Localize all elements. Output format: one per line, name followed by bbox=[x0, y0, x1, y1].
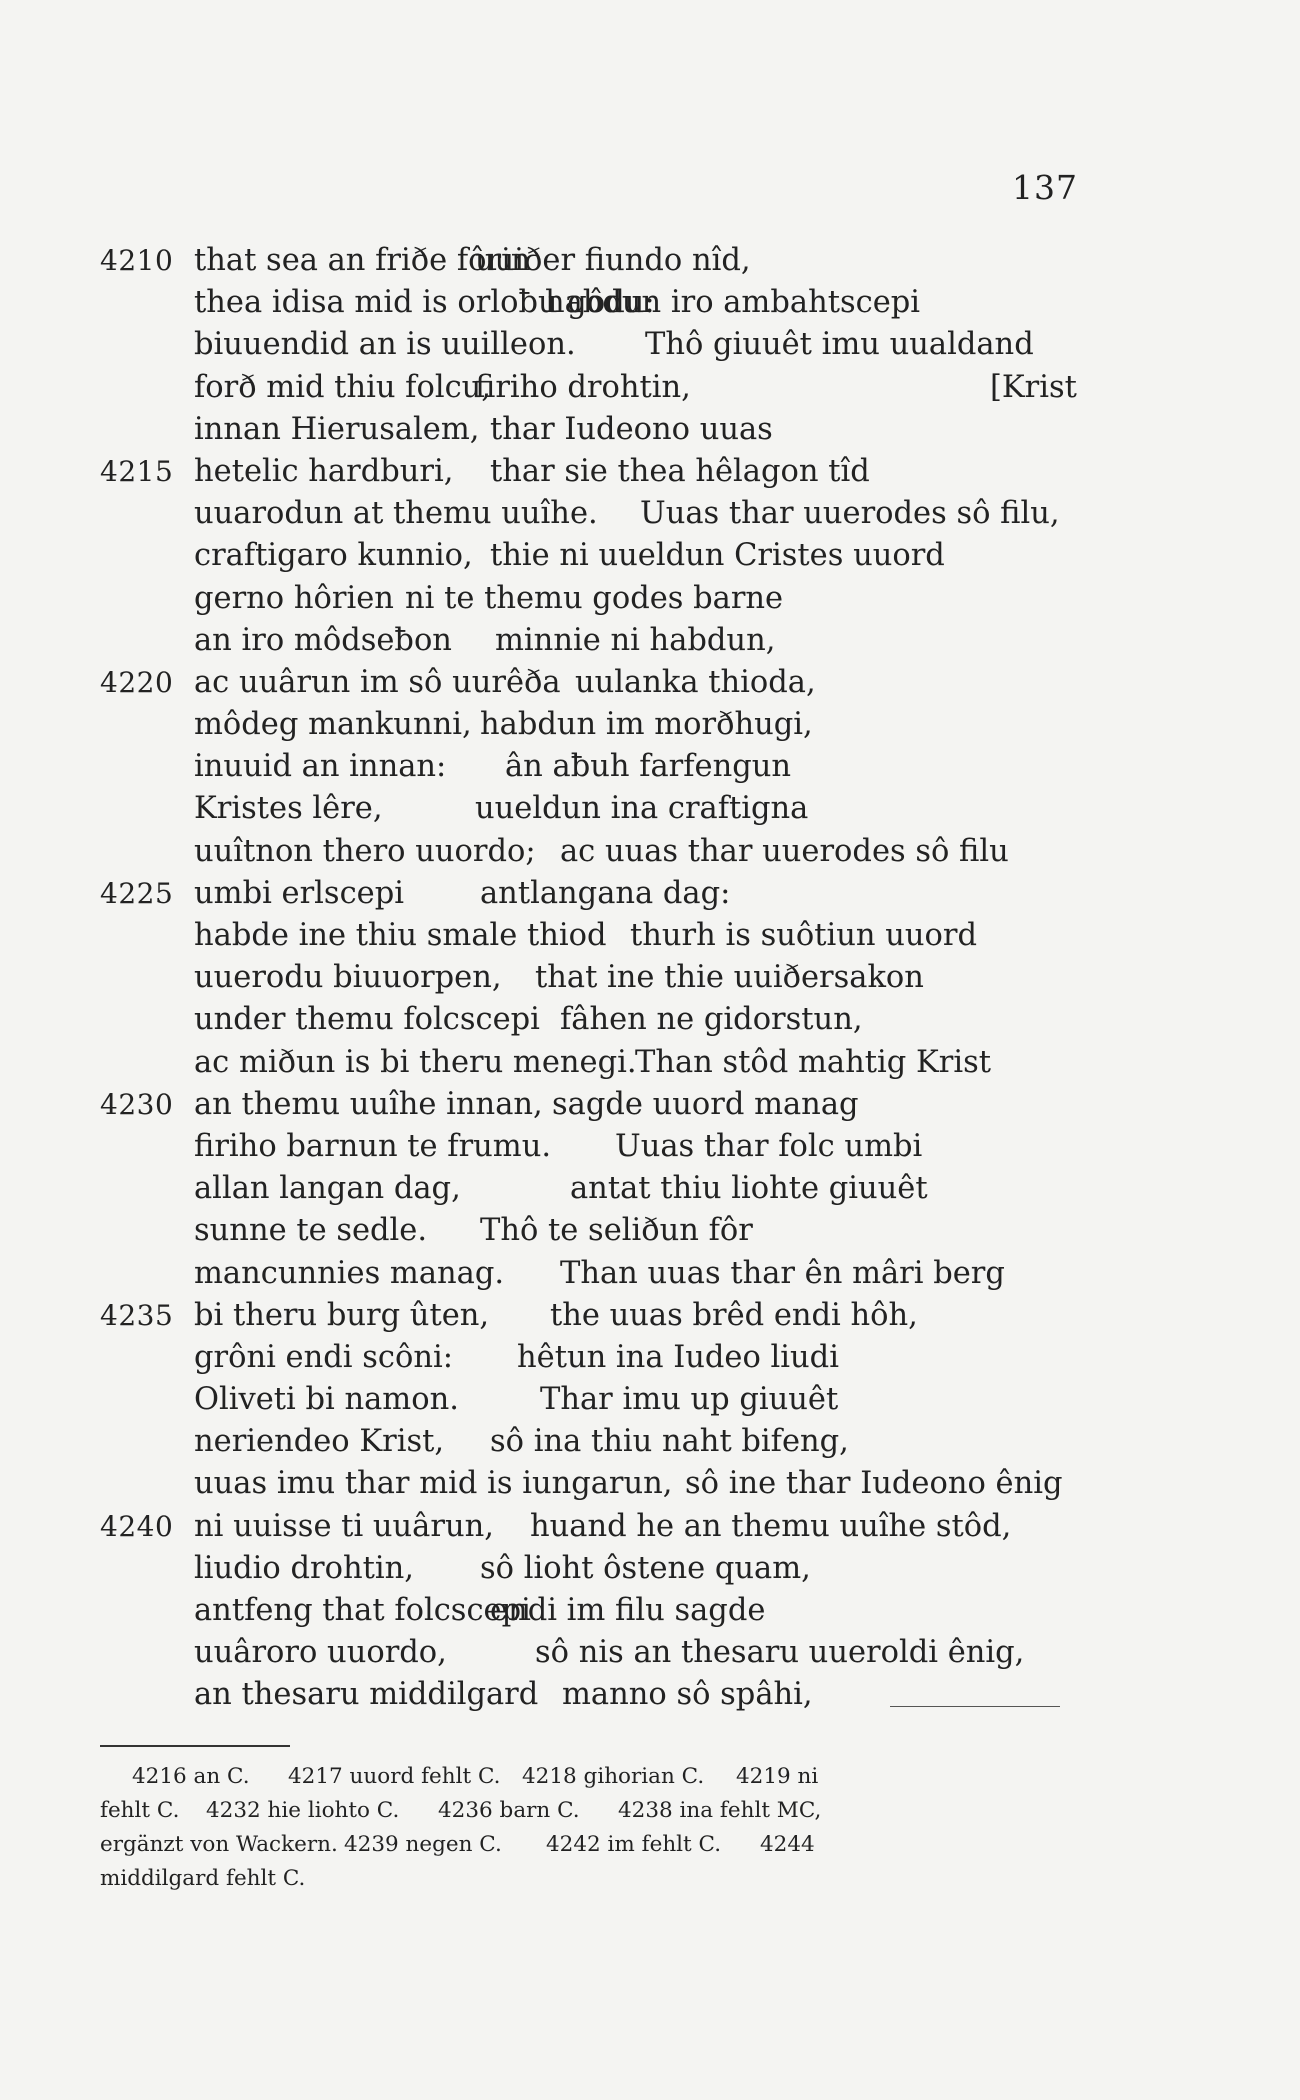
first-half-line: innan Hierusalem, bbox=[194, 411, 480, 447]
verse-line bbox=[100, 1042, 1100, 1084]
verse-line bbox=[100, 282, 1100, 324]
first-half-line: bi theru burg ûten, bbox=[194, 1297, 490, 1333]
first-half-line: inuuid an innan: bbox=[194, 749, 447, 785]
second-half-line: habdun im morðhugi, bbox=[480, 707, 813, 743]
footnotes bbox=[100, 1760, 1100, 1896]
first-half-line: hetelic hardburi, bbox=[194, 453, 454, 489]
footnote: 4216 an C. bbox=[132, 1764, 250, 1789]
second-half-line: sô lioht ôstene quam, bbox=[480, 1550, 811, 1586]
line-number: 4220 bbox=[100, 665, 174, 699]
line-number: 4240 bbox=[100, 1509, 174, 1543]
second-half-line: uuiðer fiundo nîd, bbox=[475, 243, 751, 278]
first-half-line: gerno hôrien bbox=[194, 580, 394, 616]
line-number: 4235 bbox=[100, 1298, 174, 1332]
second-half-line: Than uuas thar ên mâri berg bbox=[560, 1255, 1005, 1291]
verse-line bbox=[100, 1210, 1100, 1252]
verse-block bbox=[100, 240, 1100, 1717]
verse-line bbox=[100, 1126, 1100, 1168]
second-half-line: Thô te seliðun fôr bbox=[480, 1213, 753, 1249]
verse-line bbox=[100, 999, 1100, 1041]
first-half-line: that sea an friðe fôrin bbox=[194, 243, 531, 278]
footnote: 4242 im fehlt C. bbox=[546, 1832, 722, 1857]
verse-line bbox=[100, 704, 1100, 746]
first-half-line: thea idisa mid is orloƀu gôdu: bbox=[194, 285, 655, 321]
footnote: 4218 gihorian C. bbox=[522, 1764, 705, 1789]
verse-line bbox=[100, 1674, 1100, 1716]
first-half-line: uuerodu biuuorpen, bbox=[194, 960, 502, 996]
verse-line bbox=[100, 1337, 1100, 1379]
second-half-line: sô nis an thesaru uueroldi ênig, bbox=[535, 1635, 1025, 1671]
footnote-line bbox=[100, 1862, 1100, 1896]
footnote: 4217 uuord fehlt C. bbox=[288, 1764, 501, 1789]
second-half-line: the uuas brêd endi hôh, bbox=[550, 1297, 918, 1333]
verse-line bbox=[100, 1168, 1100, 1210]
first-half-line: habde ine thiu smale thiod bbox=[194, 918, 607, 953]
footnote: 4239 negen C. bbox=[344, 1832, 502, 1857]
first-half-line: môdeg mankunni, bbox=[194, 707, 472, 743]
footnote: fehlt C. bbox=[100, 1798, 180, 1823]
verse-line bbox=[100, 746, 1100, 788]
footnote: 4236 barn C. bbox=[438, 1798, 580, 1823]
first-half-line: sunne te sedle. bbox=[194, 1213, 428, 1249]
first-half-line: Kristes lêre, bbox=[194, 791, 383, 827]
second-half-line: sagde uuord manag bbox=[552, 1086, 859, 1122]
line-number: 4225 bbox=[100, 876, 174, 910]
verse-line bbox=[100, 535, 1100, 577]
first-half-line: neriendeo Krist, bbox=[194, 1424, 445, 1460]
second-half-line: ân aƀuh farfengun bbox=[505, 749, 792, 785]
verse-line bbox=[100, 324, 1100, 366]
second-half-line: firiho drohtin, bbox=[475, 369, 691, 405]
verse-line bbox=[100, 451, 1100, 493]
footnote: 4219 ni bbox=[736, 1764, 819, 1789]
second-half-line: fâhen ne gidorstun, bbox=[560, 1002, 863, 1038]
first-half-line: mancunnies manag. bbox=[194, 1255, 505, 1291]
first-half-line: ac miðun is bi theru menegi. bbox=[194, 1044, 637, 1080]
second-half-line: Uuas thar uuerodes sô filu, bbox=[640, 496, 1060, 532]
second-half-line: habdun iro ambahtscepi bbox=[545, 285, 921, 321]
footnote-rule bbox=[100, 1745, 290, 1747]
line-number: 4210 bbox=[100, 244, 174, 277]
second-half-line: that ine thie uuiðersakon bbox=[535, 960, 924, 996]
first-half-line: firiho barnun te frumu. bbox=[194, 1128, 552, 1164]
line-number: 4230 bbox=[100, 1087, 174, 1121]
bracketed-note: [Krist bbox=[990, 369, 1077, 405]
footnote: 4244 bbox=[760, 1832, 815, 1857]
verse-line bbox=[100, 662, 1100, 704]
first-half-line: liudio drohtin, bbox=[194, 1550, 414, 1586]
first-half-line: biuuendid an is uuilleon. bbox=[194, 327, 576, 363]
verse-line bbox=[100, 957, 1100, 999]
second-half-line: sô ina thiu naht bifeng, bbox=[490, 1424, 849, 1460]
first-half-line: ac uuârun im sô uurêða bbox=[194, 664, 561, 700]
verse-line bbox=[100, 367, 1100, 409]
footnote-line bbox=[100, 1828, 1100, 1862]
second-half-line: ac uuas thar uuerodes sô filu bbox=[560, 833, 1009, 869]
second-half-line: thurh is suôtiun uuord bbox=[630, 918, 977, 953]
verse-line bbox=[100, 1548, 1100, 1590]
first-half-line: antfeng that folcscepi bbox=[194, 1593, 531, 1628]
verse-line bbox=[100, 873, 1100, 915]
verse-line bbox=[100, 1253, 1100, 1295]
line-number: 4215 bbox=[100, 454, 174, 488]
first-half-line: forð mid thiu folcu, bbox=[194, 369, 492, 405]
verse-line bbox=[100, 1463, 1100, 1505]
second-half-line: Thô giuuêt imu uualdand bbox=[645, 327, 1034, 363]
first-half-line: an themu uuîhe innan, bbox=[194, 1086, 543, 1122]
first-half-line: uuîtnon thero uuordo; bbox=[194, 833, 536, 869]
footnote: 4232 hie liohto C. bbox=[206, 1798, 400, 1823]
second-half-line: hêtun ina Iudeo liudi bbox=[517, 1339, 839, 1375]
second-half-line: endi im filu sagde bbox=[490, 1593, 766, 1628]
page-number: 137 bbox=[1012, 168, 1078, 207]
verse-line bbox=[100, 1506, 1100, 1548]
first-half-line: uuas imu thar mid is iungarun, bbox=[194, 1466, 673, 1502]
second-half-line: antat thiu liohte giuuêt bbox=[570, 1171, 928, 1207]
footnote: 4238 ina fehlt MC, bbox=[618, 1798, 822, 1823]
verse-line bbox=[100, 620, 1100, 662]
second-half-line: antlangana dag: bbox=[480, 875, 731, 911]
second-half-line: uulanka thioda, bbox=[575, 664, 816, 700]
footnote: middilgard fehlt C. bbox=[100, 1866, 306, 1891]
second-half-line: uueldun ina craftigna bbox=[475, 791, 809, 827]
second-half-line: thar sie thea hêlagon tîd bbox=[490, 453, 870, 489]
first-half-line: an iro môdseƀon bbox=[194, 622, 452, 658]
verse-line bbox=[100, 831, 1100, 873]
verse-line bbox=[100, 409, 1100, 451]
first-half-line: grôni endi scôni: bbox=[194, 1339, 453, 1375]
verse-line bbox=[100, 1590, 1100, 1632]
footnote-line bbox=[100, 1794, 1100, 1828]
verse-line bbox=[100, 240, 1100, 282]
first-half-line: allan langan dag, bbox=[194, 1171, 461, 1207]
first-half-line: craftigaro kunnio, bbox=[194, 538, 473, 574]
second-half-line: ni te themu godes barne bbox=[405, 580, 784, 616]
verse-line bbox=[100, 1295, 1100, 1337]
first-half-line: Oliveti bi namon. bbox=[194, 1382, 459, 1418]
second-half-line: manno sô spâhi, bbox=[562, 1677, 813, 1713]
verse-line bbox=[100, 1632, 1100, 1674]
second-half-line: huand he an themu uuîhe stôd, bbox=[530, 1508, 1012, 1544]
verse-line bbox=[100, 915, 1100, 957]
second-half-line: thar Iudeono uuas bbox=[490, 411, 773, 447]
first-half-line: under themu folcscepi bbox=[194, 1002, 540, 1038]
second-half-line: Uuas thar folc umbi bbox=[615, 1128, 923, 1164]
first-half-line: an thesaru middilgard bbox=[194, 1677, 539, 1713]
second-half-line: thie ni uueldun Cristes uuord bbox=[490, 538, 945, 574]
text-end-rule bbox=[890, 1706, 1060, 1707]
verse-line bbox=[100, 578, 1100, 620]
verse-line bbox=[100, 493, 1100, 535]
first-half-line: uuarodun at themu uuîhe. bbox=[194, 496, 598, 532]
first-half-line: ni uuisse ti uuârun, bbox=[194, 1508, 494, 1544]
first-half-line: uuâroro uuordo, bbox=[194, 1635, 447, 1671]
footnote-line bbox=[100, 1760, 1100, 1794]
second-half-line: minnie ni habdun, bbox=[495, 622, 776, 658]
second-half-line: Than stôd mahtig Krist bbox=[635, 1044, 992, 1080]
verse-line bbox=[100, 788, 1100, 830]
footnote: ergänzt von Wackern. bbox=[100, 1832, 338, 1857]
second-half-line: Thar imu up giuuêt bbox=[540, 1382, 839, 1418]
verse-line bbox=[100, 1379, 1100, 1421]
second-half-line: sô ine thar Iudeono ênig bbox=[685, 1466, 1063, 1502]
verse-line bbox=[100, 1421, 1100, 1463]
verse-line bbox=[100, 1084, 1100, 1126]
first-half-line: umbi erlscepi bbox=[194, 875, 404, 911]
